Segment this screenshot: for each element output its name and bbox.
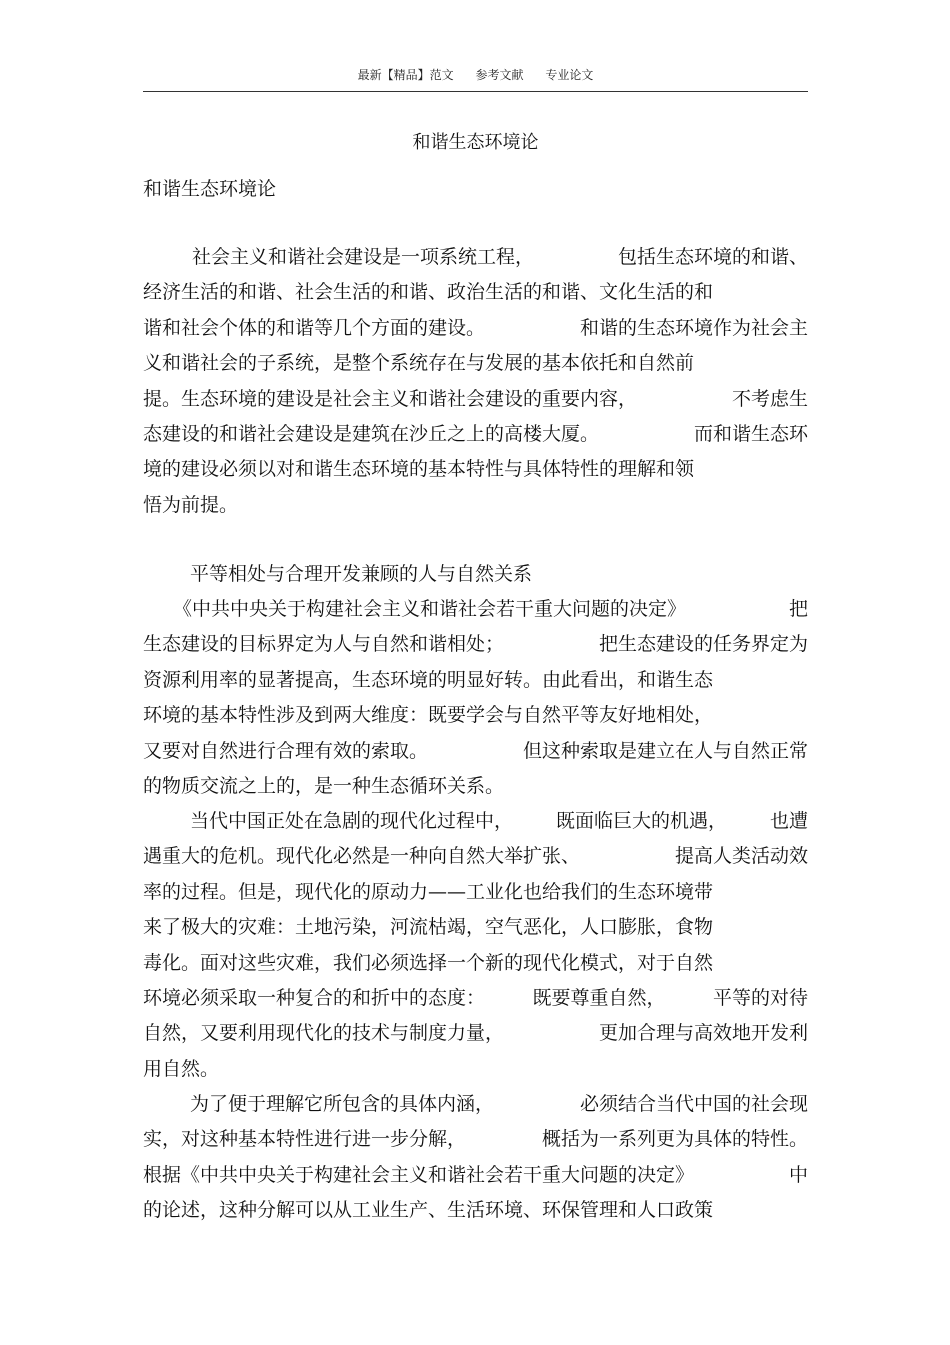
text-line [143, 839, 808, 874]
text-segment: 经济生活的和谐、社会生活的和谐、政治生活的和谐、文化生活的和 [143, 281, 714, 304]
text-segment: 资源利用率的显著提高，生态环境的明显好转。由此看出，和谐生态 [143, 668, 714, 691]
text-line [143, 875, 808, 910]
text-segment: 而和谐生态环 [693, 422, 808, 445]
paragraph-relationship [143, 592, 808, 804]
text-segment: 当代中国正处在急剧的现代化过程中， [190, 810, 514, 832]
paragraph-intro [143, 240, 808, 523]
text-segment: 提。生态环境的建设是社会主义和谐社会建设的重要内容， [143, 387, 638, 410]
text-segment: 根据《中共中央关于构建社会主义和谐社会若干重大问题的决定》 [143, 1163, 695, 1186]
text-segment: 谐和社会个体的和谐等几个方面的建设。 [143, 316, 486, 339]
text-line [143, 592, 808, 627]
text-line [143, 946, 808, 981]
text-segment: 自然，又要利用现代化的技术与制度力量， [143, 1022, 505, 1045]
section-heading-text: 平等相处与合理开发兼顾的人与自然关系 [190, 563, 533, 585]
header-divider [143, 91, 808, 92]
text-segment: 必须结合当代中国的社会现 [579, 1093, 808, 1115]
text-segment: 率的过程。但是，现代化的原动力——工业化也给我们的生态环境带 [143, 880, 714, 903]
text-line [143, 1193, 808, 1228]
text-segment: 遇重大的危机。现代化必然是一种向自然大举扩张、 [143, 845, 581, 868]
text-line [143, 346, 808, 381]
text-line [143, 382, 808, 417]
text-segment: 环境的基本特性涉及到两大维度：既要学会与自然平等友好地相处， [143, 704, 714, 727]
text-segment: 义和谐社会的子系统，是整个系统存在与发展的基本依托和自然前 [143, 352, 695, 375]
text-segment: 《中共中央关于构建社会主义和谐社会若干重大问题的决定》 [173, 598, 687, 620]
text-line [143, 417, 808, 452]
text-line [143, 1016, 808, 1051]
text-segment: 的物质交流之上的，是一种生态循环关系。 [143, 774, 505, 797]
text-line [143, 804, 808, 839]
header-item-references: 参考文献 [475, 68, 524, 82]
text-segment: 实，对这种基本特性进行进一步分解， [143, 1128, 467, 1151]
text-segment: 既面临巨大的机遇， [555, 810, 727, 832]
text-segment: 境的建设必须以对和谐生态环境的基本特性与具体特性的理解和领 [143, 458, 695, 481]
text-segment: 毒化。面对这些灾难，我们必须选择一个新的现代化模式，对于自然 [143, 951, 714, 974]
text-segment: 又要对自然进行合理有效的索取。 [143, 739, 429, 762]
text-segment: 和谐的生态环境作为社会主 [579, 316, 808, 339]
text-line [143, 698, 808, 733]
text-line [143, 1087, 808, 1122]
text-segment: 既要尊重自然， [532, 986, 666, 1009]
text-segment: 把 [788, 598, 808, 620]
text-line [143, 275, 808, 310]
document-subtitle: 和谐生态环境论 [143, 178, 277, 200]
text-segment: 的论述，这种分解可以从工业生产、生活环境、环保管理和人口政策 [143, 1199, 714, 1222]
text-line [143, 240, 808, 275]
text-segment: 来了极大的灾难：土地污染，河流枯竭，空气恶化，人口膨胀，食物 [143, 916, 714, 939]
text-segment: 更加合理与高效地开发利 [598, 1022, 808, 1045]
text-line [143, 311, 808, 346]
header-item-papers: 专业论文 [545, 68, 594, 82]
text-line [143, 1158, 808, 1193]
text-line [143, 1122, 808, 1157]
text-segment: 为了便于理解它所包含的具体内涵， [190, 1093, 495, 1115]
text-segment: 也遭 [769, 810, 808, 832]
text-line [143, 769, 808, 804]
text-segment: 环境必须采取一种复合的和折中的态度： [143, 986, 486, 1009]
header-item-essays: 最新【精品】范文 [357, 68, 454, 82]
text-line [143, 663, 808, 698]
text-segment: 中 [788, 1163, 808, 1186]
text-segment: 平等的对待 [712, 986, 808, 1009]
text-line [143, 452, 808, 487]
text-segment: 提高人类活动效 [674, 845, 808, 868]
paragraph-decomposition [143, 1087, 808, 1229]
section-heading [143, 557, 808, 592]
text-segment: 生态建设的目标界定为人与自然和谐相处； [143, 633, 505, 656]
text-line [143, 734, 808, 769]
text-segment: 悟为前提。 [143, 493, 239, 516]
paragraph-modernization [143, 804, 808, 1087]
text-segment: 态建设的和谐社会建设是建筑在沙丘之上的高楼大厦。 [143, 422, 600, 445]
text-segment: 用自然。 [143, 1057, 220, 1080]
document-title: 和谐生态环境论 [412, 132, 539, 153]
page-header [143, 66, 808, 83]
text-segment: 社会主义和谐社会建设是一项系统工程， [173, 246, 535, 268]
text-line [143, 910, 808, 945]
text-line [143, 981, 808, 1016]
text-segment: 但这种索取是建立在人与自然正常 [522, 739, 808, 762]
text-segment: 概括为一系列更为具体的特性。 [541, 1128, 808, 1151]
text-segment: 把生态建设的任务界定为 [598, 633, 808, 656]
text-line [143, 627, 808, 662]
text-segment: 包括生态环境的和谐、 [617, 246, 808, 268]
text-segment: 不考虑生 [731, 387, 808, 410]
text-line [143, 488, 808, 523]
text-line [143, 1052, 808, 1087]
